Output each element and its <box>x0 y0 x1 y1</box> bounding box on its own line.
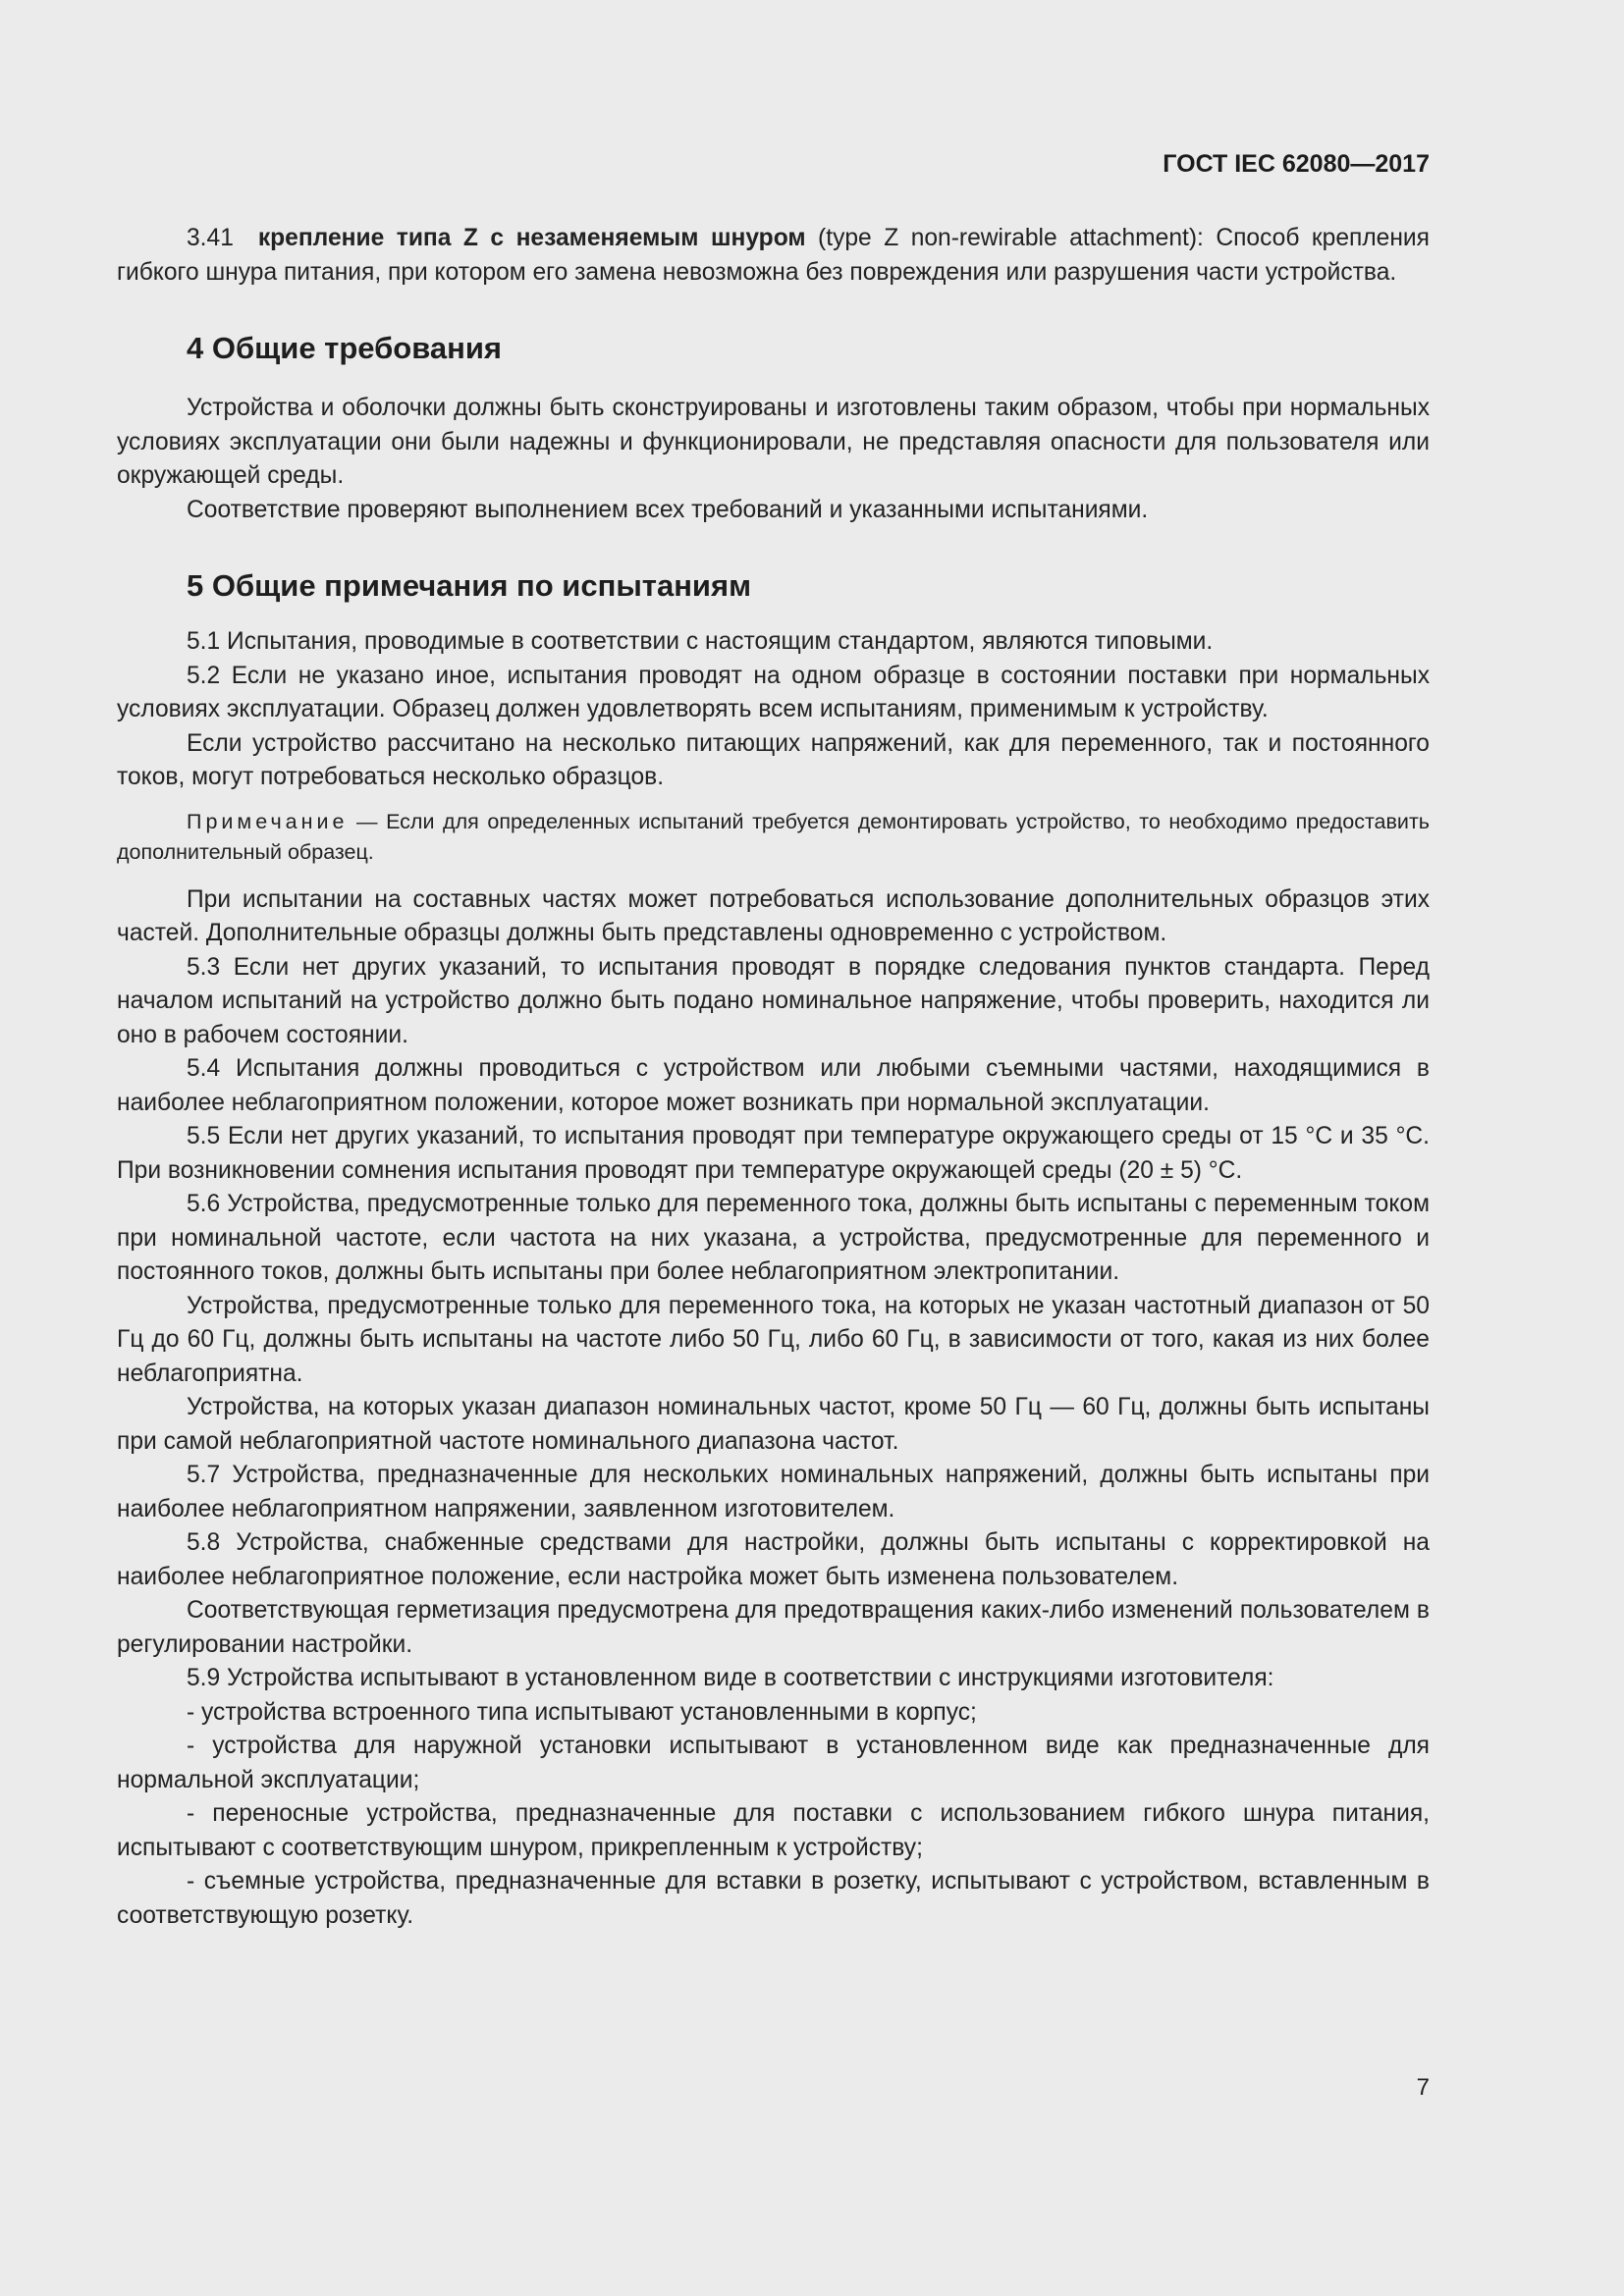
list-item: - съемные устройства, предназначенные для вставки в розетку, испытывают с устройством, вставленным в соответствующую розетку. <box>117 1868 1430 1929</box>
clause-3-41 <box>117 222 1430 290</box>
clause-number: 3.41 <box>187 225 234 251</box>
list-item: - переносные устройства, предназначенные для поставки с использованием гибкого шнура питания, испытывают с соответствующим шнуром, прикрепленным к устройству; <box>117 1800 1430 1861</box>
clause-5-5: 5.5 Если нет других указаний, то испытания проводят при температуре окружающего среды от 15 °C и 35 °C. При возникновении сомнения испытания проводят при температуре окружающей среды (20 ± 5) °C. <box>117 1123 1430 1184</box>
document-header-id: ГОСТ IEC 62080—2017 <box>1163 150 1430 178</box>
clause-5-8-paragraph: Соответствующая герметизация предусмотрена для предотвращения каких-либо изменений пользователем в регулировании настройки. <box>117 1597 1430 1658</box>
clause-5-2-paragraph: Если устройство рассчитано на несколько питающих напряжений, как для переменного, так и постоянного токов, могут потребоваться несколько образцов. <box>117 729 1430 790</box>
note-text: — Если для определенных испытаний требуется демонтировать устройство, то необходимо предоставить дополнительный образец. <box>117 809 1430 864</box>
note <box>117 807 1430 868</box>
section-4-paragraph: Устройства и оболочки должны быть сконструированы и изготовлены таким образом, чтобы при нормальных условиях эксплуатации они были надежны и функционировали, не представляя опасности для пользователя или окружающей среды. <box>117 395 1430 489</box>
clause-5-3: 5.3 Если нет других указаний, то испытания проводят в порядке следования пунктов стандарта. Перед началом испытаний на устройство должно быть подано номинальное напряжение, чтобы проверить, находится ли оно в рабочем состоянии. <box>117 953 1430 1048</box>
clause-5-7: 5.7 Устройства, предназначенные для нескольких номинальных напряжений, должны быть испытаны при наиболее неблагоприятном напряжении, заявленном изготовителем. <box>117 1462 1430 1522</box>
clause-5-8: 5.8 Устройства, снабженные средствами для настройки, должны быть испытаны с корректировкой на наиболее неблагоприятное положение, если настройка может быть изменена пользователем. <box>117 1529 1430 1590</box>
clause-5-1: 5.1 Испытания, проводимые в соответствии с настоящим стандартом, являются типовыми. <box>187 628 1214 655</box>
clause-5-9: 5.9 Устройства испытывают в установленном виде в соответствии с инструкциями изготовителя: <box>187 1665 1274 1691</box>
note-label: Примечание <box>187 809 349 833</box>
list-item: - устройства встроенного типа испытывают установленными в корпус; <box>187 1698 977 1726</box>
clause-5-2-paragraph: При испытании на составных частях может потребоваться использование дополнительных образцов этих частей. Дополнительные образцы должны быть представлены одновременно с устройством. <box>117 885 1430 946</box>
section-5-heading: 5 Общие примечания по испытаниям <box>187 568 752 603</box>
document-body <box>117 222 1430 1933</box>
clause-5-2: 5.2 Если не указано иное, испытания проводят на одном образце в состоянии поставки при нормальных условиях эксплуатации. Образец должен удовлетворять всем испытаниям, применимым к устройству. <box>117 662 1430 722</box>
clause-5-4: 5.4 Испытания должны проводиться с устройством или любыми съемными частями, находящимися в наиболее неблагоприятном положении, которое может возникать при нормальной эксплуатации. <box>117 1055 1430 1116</box>
list-item: - устройства для наружной установки испытывают в установленном виде как предназначенные для нормальной эксплуатации; <box>117 1733 1430 1793</box>
clause-5-6-paragraph: Устройства, на которых указан диапазон номинальных частот, кроме 50 Гц — 60 Гц, должны быть испытаны при самой неблагоприятной частоте номинального диапазона частот. <box>117 1394 1430 1455</box>
term-definition: (type Z non-rewirable attachment): Способ крепления гибкого шнура питания, при котором его замена невозможна без повреждения или разрушения части устройства. <box>117 225 1430 286</box>
section-4-paragraph: Соответствие проверяют выполнением всех требований и указанными испытаниями. <box>187 496 1149 523</box>
section-4-heading: 4 Общие требования <box>187 331 502 365</box>
page-number: 7 <box>1416 2074 1430 2101</box>
term-bold: крепление типа Z с незаменяемым шнуром <box>257 225 806 251</box>
clause-5-6: 5.6 Устройства, предусмотренные только для переменного тока, должны быть испытаны с переменным током при номинальной частоте, если частота на них указана, а устройства, предусмотренные для переменного и постоянного токов, должны быть испытаны при более неблагоприятном электропитании. <box>117 1191 1430 1285</box>
clause-5-6-paragraph: Устройства, предусмотренные только для переменного тока, на которых не указан частотный диапазон от 50 Гц до 60 Гц, должны быть испытаны на частоте либо 50 Гц, либо 60 Гц, в зависимости от того, какая из них более неблагоприятна. <box>117 1292 1430 1387</box>
